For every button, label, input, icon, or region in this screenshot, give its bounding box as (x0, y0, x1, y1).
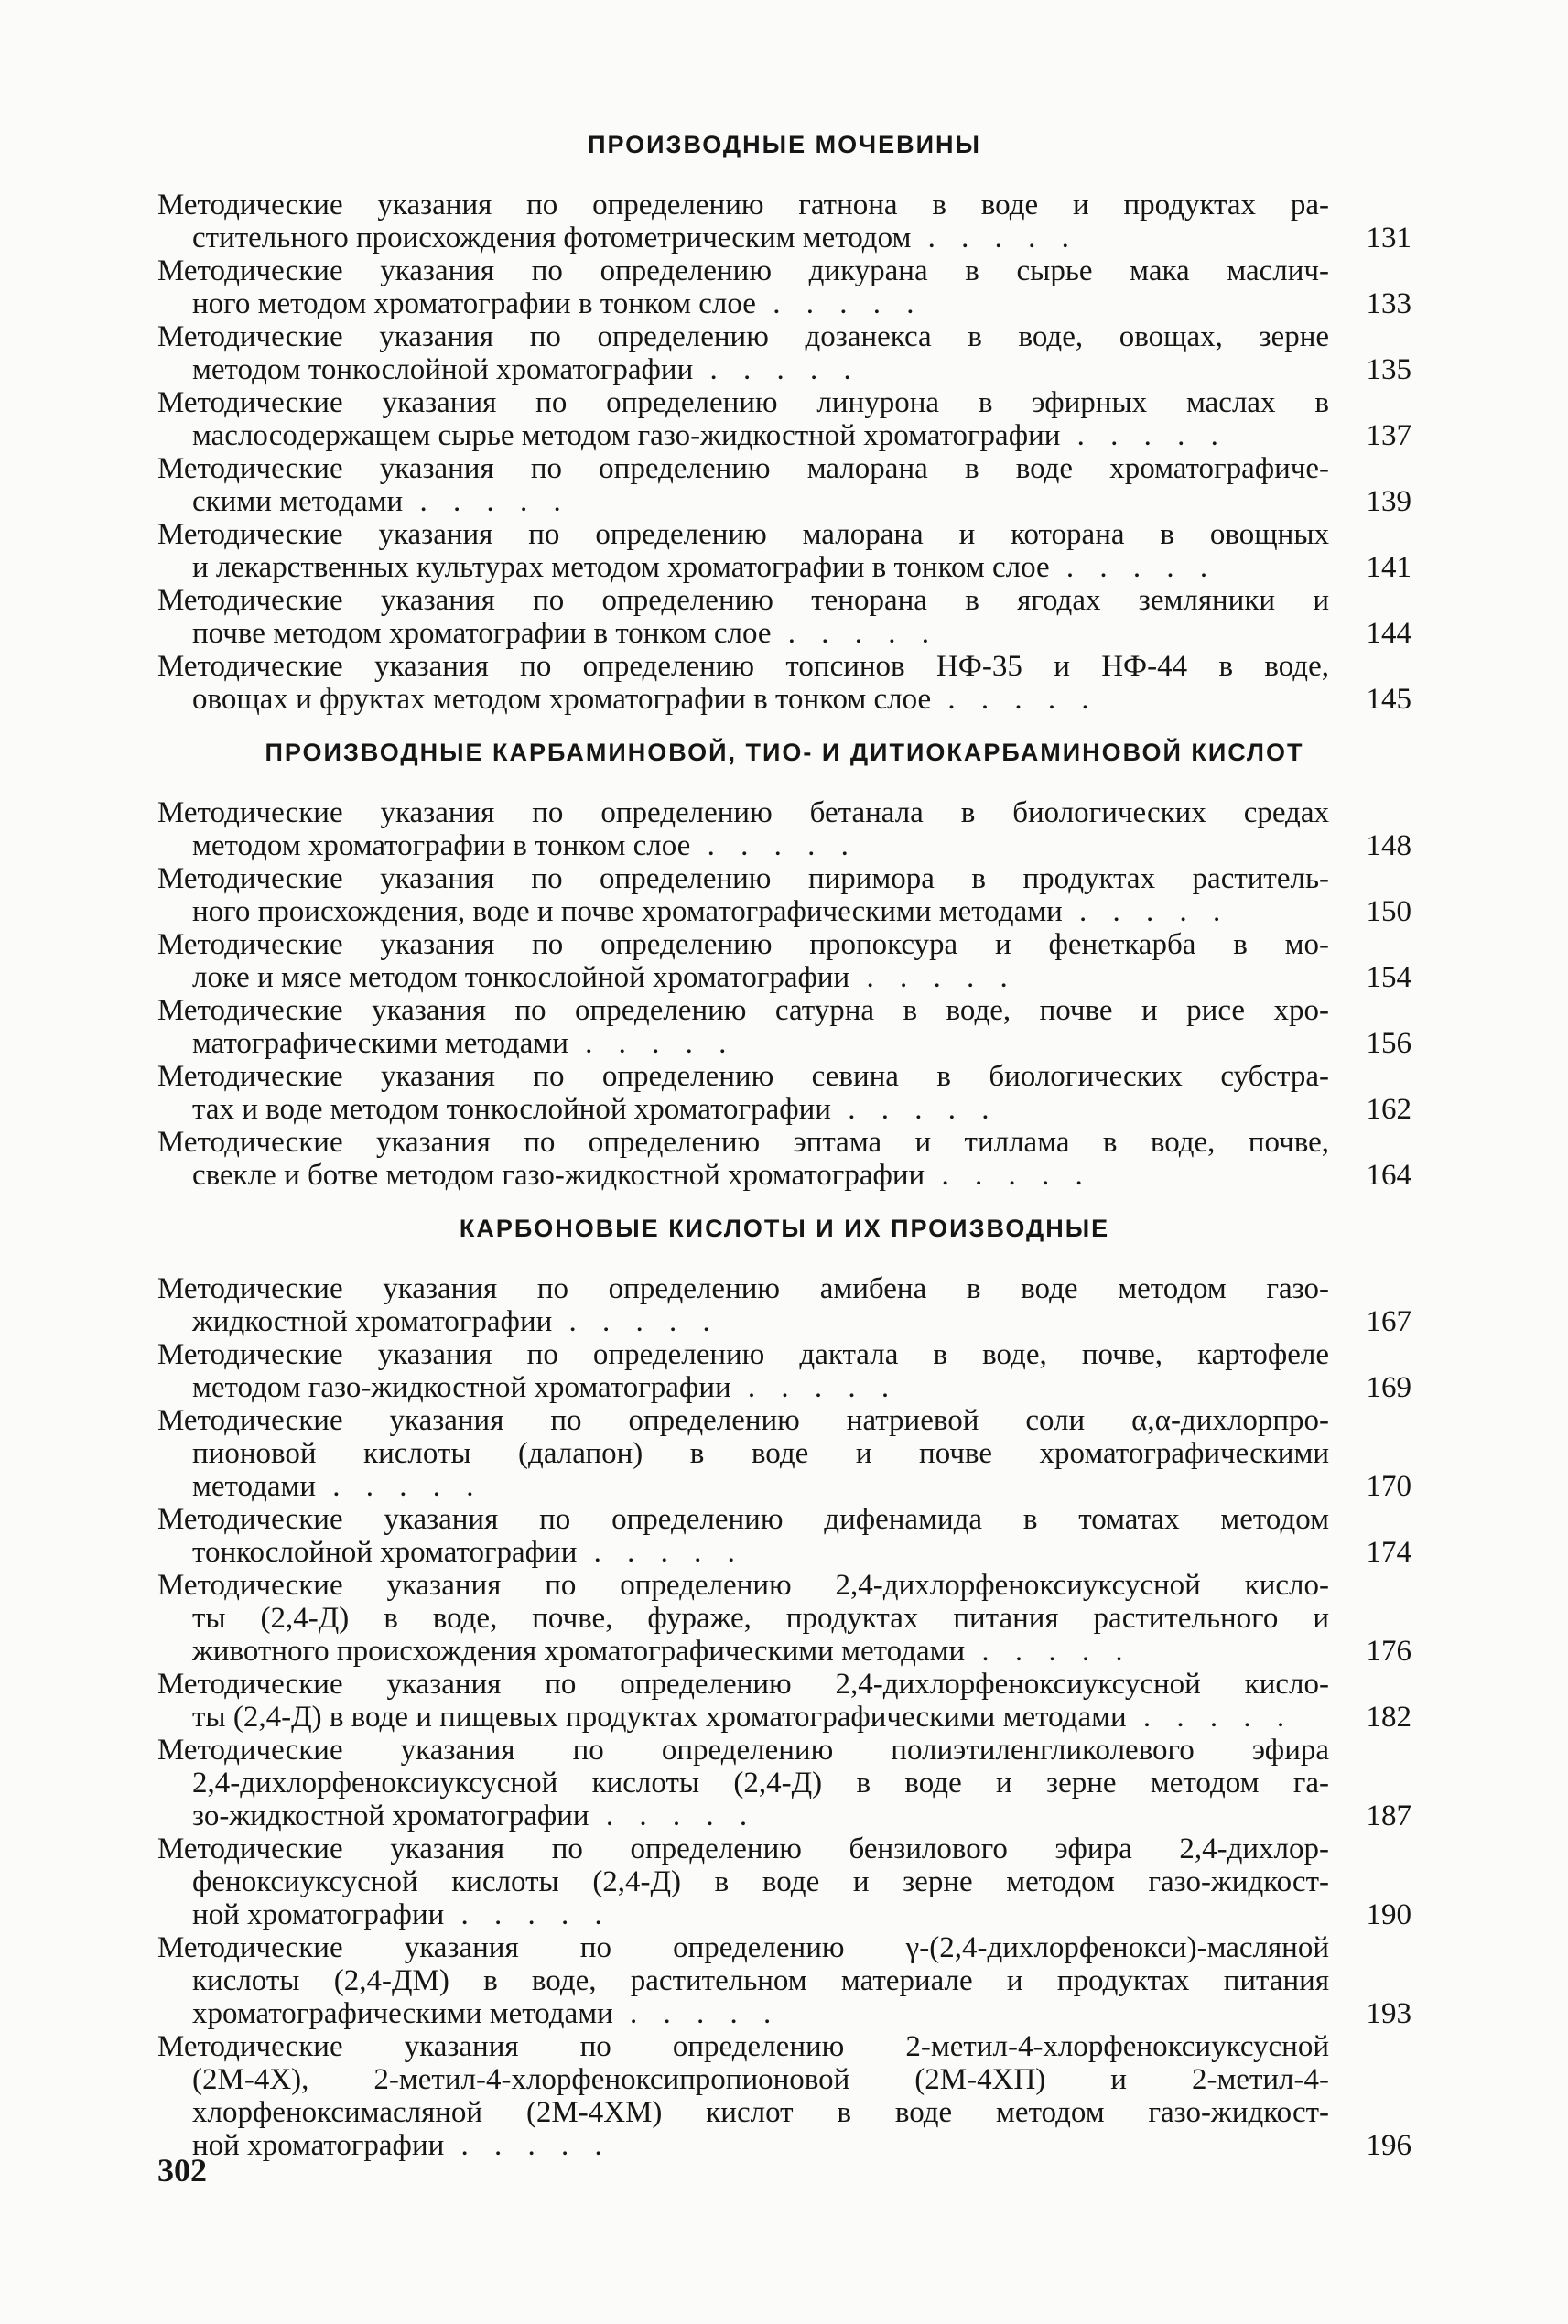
entry-page-number: 176 (1366, 1635, 1411, 1668)
entry-line: Методические указания по определению γ-(2,4-дихлорфенокси)-масляной (157, 1931, 1329, 1964)
entry-page-number: 162 (1366, 1093, 1411, 1126)
toc-entry (157, 254, 1411, 320)
toc-entry (157, 796, 1411, 862)
toc-entry (157, 1126, 1411, 1192)
dot-leader: . . . . . (589, 1800, 757, 1832)
entry-page-number: 187 (1366, 1800, 1411, 1832)
dot-leader: . . . . . (911, 222, 1078, 254)
section-title: КАРБОНОВЫЕ КИСЛОТЫ И ИХ ПРОИЗВОДНЫЕ (459, 1215, 1110, 1242)
entry-line: Методические указания по определению сатурна в воде, почве и рисе хро- (157, 994, 1329, 1027)
dot-leader: . . . . . (730, 1371, 899, 1404)
dot-leader: . . . . . (849, 961, 1017, 994)
entry-text (157, 1668, 1329, 1734)
entry-line: методом хроматографии в тонком слое (192, 829, 691, 862)
entry-text (157, 928, 1329, 994)
entry-text (157, 320, 1329, 386)
entry-line: Методические указания по определению дифенамида в томатах методом (157, 1503, 1329, 1536)
entry-line: ты (2,4-Д) в воде и пищевых продуктах хроматографическими методами (192, 1701, 1127, 1734)
entry-page-number: 137 (1366, 419, 1411, 452)
entry-line: пионовой кислоты (далапон) в воде и почве хроматографическими (192, 1437, 1329, 1470)
entry-line: (2М-4Х), 2-метил-4-хлорфеноксипропионовой (2М-4ХП) и 2-метил-4- (192, 2063, 1329, 2096)
toc-entry (157, 584, 1411, 650)
dot-leader: . . . . . (1049, 551, 1217, 584)
entry-line: Методические указания по определению топсинов НФ-35 и НФ-44 в воде, (157, 650, 1329, 683)
toc-entry (157, 2030, 1411, 2162)
entry-line: методами (192, 1470, 317, 1503)
dot-leader: . . . . . (1060, 419, 1227, 452)
toc-entry (157, 518, 1411, 584)
entry-text (157, 994, 1329, 1060)
dot-leader: . . . . . (1126, 1701, 1294, 1734)
entry-line: хлорфеноксимасляной (2М-4ХМ) кислот в воде методом газо-жидкост- (192, 2096, 1329, 2129)
entry-line: Методические указания по определению 2-метил-4-хлорфеноксиуксусной (157, 2030, 1329, 2063)
entry-line: Методические указания по определению полиэтиленгликолевого эфира (157, 1734, 1329, 1767)
toc-entry (157, 1404, 1411, 1503)
entry-line: Методические указания по определению тенорана в ягодах земляники и (157, 584, 1329, 617)
entry-text (157, 650, 1329, 716)
entry-line: овощах и фруктах методом хроматографии в тонком слое (192, 683, 932, 716)
toc-section (157, 128, 1411, 716)
toc-entry (157, 189, 1411, 254)
toc-entry (157, 1569, 1411, 1668)
entry-line: Методические указания по определению линурона в эфирных маслах в (157, 386, 1329, 419)
toc-entry (157, 1668, 1411, 1734)
toc-section (157, 736, 1411, 1192)
entry-line: тонкослойной хроматографии (192, 1536, 578, 1569)
toc-entry (157, 862, 1411, 928)
entry-text (157, 584, 1329, 650)
dot-leader: . . . . . (965, 1635, 1132, 1668)
entry-line: Методические указания по определению малорана в воде хроматографиче- (157, 452, 1329, 485)
entry-page-number: 144 (1366, 617, 1411, 650)
entry-text (157, 1272, 1329, 1338)
entry-line: животного происхождения хроматографическими методами (192, 1635, 966, 1668)
entry-line: ного методом хроматографии в тонком слое (192, 287, 756, 320)
dot-leader: . . . . . (577, 1536, 744, 1569)
entry-page-number: 141 (1366, 551, 1411, 584)
entry-text (157, 189, 1329, 254)
toc-entry (157, 1503, 1411, 1569)
toc-entry (157, 1734, 1411, 1832)
entry-line: ной хроматографии (192, 1898, 445, 1931)
toc-entry (157, 994, 1411, 1060)
entry-line: Методические указания по определению дикурана в сырье мака маслич- (157, 254, 1329, 287)
dot-leader: . . . . . (693, 353, 860, 386)
toc-entry (157, 1060, 1411, 1126)
entry-page-number: 148 (1366, 829, 1411, 862)
entry-line: Методические указания по определению бетанала в биологических средах (157, 796, 1329, 829)
dot-leader: . . . . . (316, 1470, 483, 1503)
entry-text (157, 1060, 1329, 1126)
entry-line: Методические указания по определению севина в биологических субстра- (157, 1060, 1329, 1093)
entry-page-number: 139 (1366, 485, 1411, 518)
entry-text (157, 452, 1329, 518)
entry-text (157, 1832, 1329, 1931)
entry-line: Методические указания по определению 2,4-дихлорфеноксиуксусной кисло- (157, 1569, 1329, 1602)
entry-page-number: 131 (1366, 222, 1411, 254)
toc-entry (157, 1832, 1411, 1931)
dot-leader: . . . . . (444, 2129, 611, 2162)
entry-line: методом тонкослойной хроматографии (192, 353, 694, 386)
entry-page-number: 190 (1366, 1898, 1411, 1931)
dot-leader: . . . . . (690, 829, 858, 862)
entry-text (157, 2030, 1329, 2162)
entry-text (157, 518, 1329, 584)
entry-line: Методические указания по определению бензилового эфира 2,4-дихлор- (157, 1832, 1329, 1865)
entry-line: жидкостной хроматографии (192, 1305, 553, 1338)
dot-leader: . . . . . (755, 287, 924, 320)
dot-leader: . . . . . (1062, 895, 1230, 928)
entry-line: Методические указания по определению пропоксура и фенеткарба в мо- (157, 928, 1329, 961)
entry-line: Методические указания по определению гатнона в воде и продуктах ра- (157, 189, 1329, 222)
entry-page-number: 150 (1366, 895, 1411, 928)
toc-entry (157, 1338, 1411, 1404)
entry-page-number: 164 (1366, 1159, 1411, 1192)
entry-line: Методические указания по определению натриевой соли α,α-дихлорпро- (157, 1404, 1329, 1437)
entry-line: Методические указания по определению эптама и тиллама в воде, почве, (157, 1126, 1329, 1159)
dot-leader: . . . . . (931, 683, 1098, 716)
dot-leader: . . . . . (612, 1997, 781, 2030)
entry-line: зо-жидкостной хроматографии (192, 1800, 589, 1832)
entry-page-number: 170 (1366, 1470, 1411, 1503)
entry-text (157, 1734, 1329, 1832)
entry-line: ты (2,4-Д) в воде, почве, фураже, продуктах питания растительного и (192, 1602, 1329, 1635)
toc-entry (157, 1272, 1411, 1338)
entry-text (157, 862, 1329, 928)
entry-line: ного происхождения, воде и почве хроматографическими методами (192, 895, 1063, 928)
section-title: ПРОИЗВОДНЫЕ МОЧЕВИНЫ (588, 131, 981, 158)
dot-leader: . . . . . (830, 1093, 999, 1126)
entry-line: кислоты (2,4-ДМ) в воде, растительном материале и продуктах питания (192, 1964, 1329, 1997)
entry-text (157, 1338, 1329, 1404)
entry-line: Методические указания по определению малорана и которана в овощных (157, 518, 1329, 551)
entry-line: Методические указания по определению пиримора в продуктах раститель- (157, 862, 1329, 895)
dot-leader: . . . . . (771, 617, 938, 650)
toc-entry (157, 386, 1411, 452)
entry-line: и лекарственных культурах методом хроматографии в тонком слое (192, 551, 1050, 584)
entry-page-number: 169 (1366, 1371, 1411, 1404)
page-number: 302 (157, 2152, 207, 2189)
entry-page-number: 145 (1366, 683, 1411, 716)
entry-line: тах и воде методом тонкослойной хроматографии (192, 1093, 831, 1126)
entry-line: 2,4-дихлорфеноксиуксусной кислоты (2,4-Д) в воде и зерне методом га- (192, 1767, 1329, 1800)
entry-text (157, 796, 1329, 862)
entry-page-number: 156 (1366, 1027, 1411, 1060)
entry-line: маслосодержащем сырье методом газо-жидкостной хроматографии (192, 419, 1061, 452)
toc-entry (157, 1931, 1411, 2030)
entry-line: локе и мясе методом тонкослойной хроматографии (192, 961, 850, 994)
entry-page-number: 154 (1366, 961, 1411, 994)
dot-leader: . . . . . (403, 485, 570, 518)
entry-page-number: 135 (1366, 353, 1411, 386)
dot-leader: . . . . . (552, 1305, 719, 1338)
entry-page-number: 193 (1366, 1997, 1411, 2030)
entry-line: матографическими методами (192, 1027, 568, 1060)
entry-line: хроматографическими методами (192, 1997, 613, 2030)
entry-page-number: 133 (1366, 287, 1411, 320)
entry-text (157, 1569, 1329, 1668)
toc-entry (157, 320, 1411, 386)
entry-line: стительного происхождения фотометрическим методом (192, 222, 912, 254)
entry-line: Методические указания по определению дозанекса в воде, овощах, зерне (157, 320, 1329, 353)
entry-line: Методические указания по определению дактала в воде, почве, картофеле (157, 1338, 1329, 1371)
toc-entry (157, 928, 1411, 994)
entry-text (157, 1404, 1329, 1503)
section-title: ПРОИЗВОДНЫЕ КАРБАМИНОВОЙ, ТИО- И ДИТИОКАРБАМИНОВОЙ КИСЛОТ (265, 739, 1304, 766)
entry-line: методом газо-жидкостной хроматографии (192, 1371, 731, 1404)
entry-page-number: 167 (1366, 1305, 1411, 1338)
entry-line: Методические указания по определению 2,4-дихлорфеноксиуксусной кисло- (157, 1668, 1329, 1701)
toc-section (157, 1212, 1411, 2162)
dot-leader: . . . . . (925, 1159, 1092, 1192)
table-of-contents (157, 128, 1411, 2162)
entry-line: скими методами (192, 485, 404, 518)
dot-leader: . . . . . (444, 1898, 611, 1931)
toc-entry (157, 650, 1411, 716)
entry-page-number: 196 (1366, 2129, 1411, 2162)
dot-leader: . . . . . (568, 1027, 736, 1060)
entry-line: почве методом хроматографии в тонком слое (192, 617, 772, 650)
entry-text (157, 1931, 1329, 2030)
entry-text (157, 1503, 1329, 1569)
entry-line: Методические указания по определению амибена в воде методом газо- (157, 1272, 1329, 1305)
toc-entry (157, 452, 1411, 518)
entry-text (157, 1126, 1329, 1192)
entry-line: ной хроматографии (192, 2129, 445, 2162)
entry-text (157, 386, 1329, 452)
entry-line: феноксиуксусной кислоты (2,4-Д) в воде и зерне методом газо-жидкост- (192, 1865, 1329, 1898)
entry-page-number: 182 (1366, 1701, 1411, 1734)
entry-line: свекле и ботве методом газо-жидкостной хроматографии (192, 1159, 925, 1192)
entry-page-number: 174 (1366, 1536, 1411, 1569)
entry-text (157, 254, 1329, 320)
